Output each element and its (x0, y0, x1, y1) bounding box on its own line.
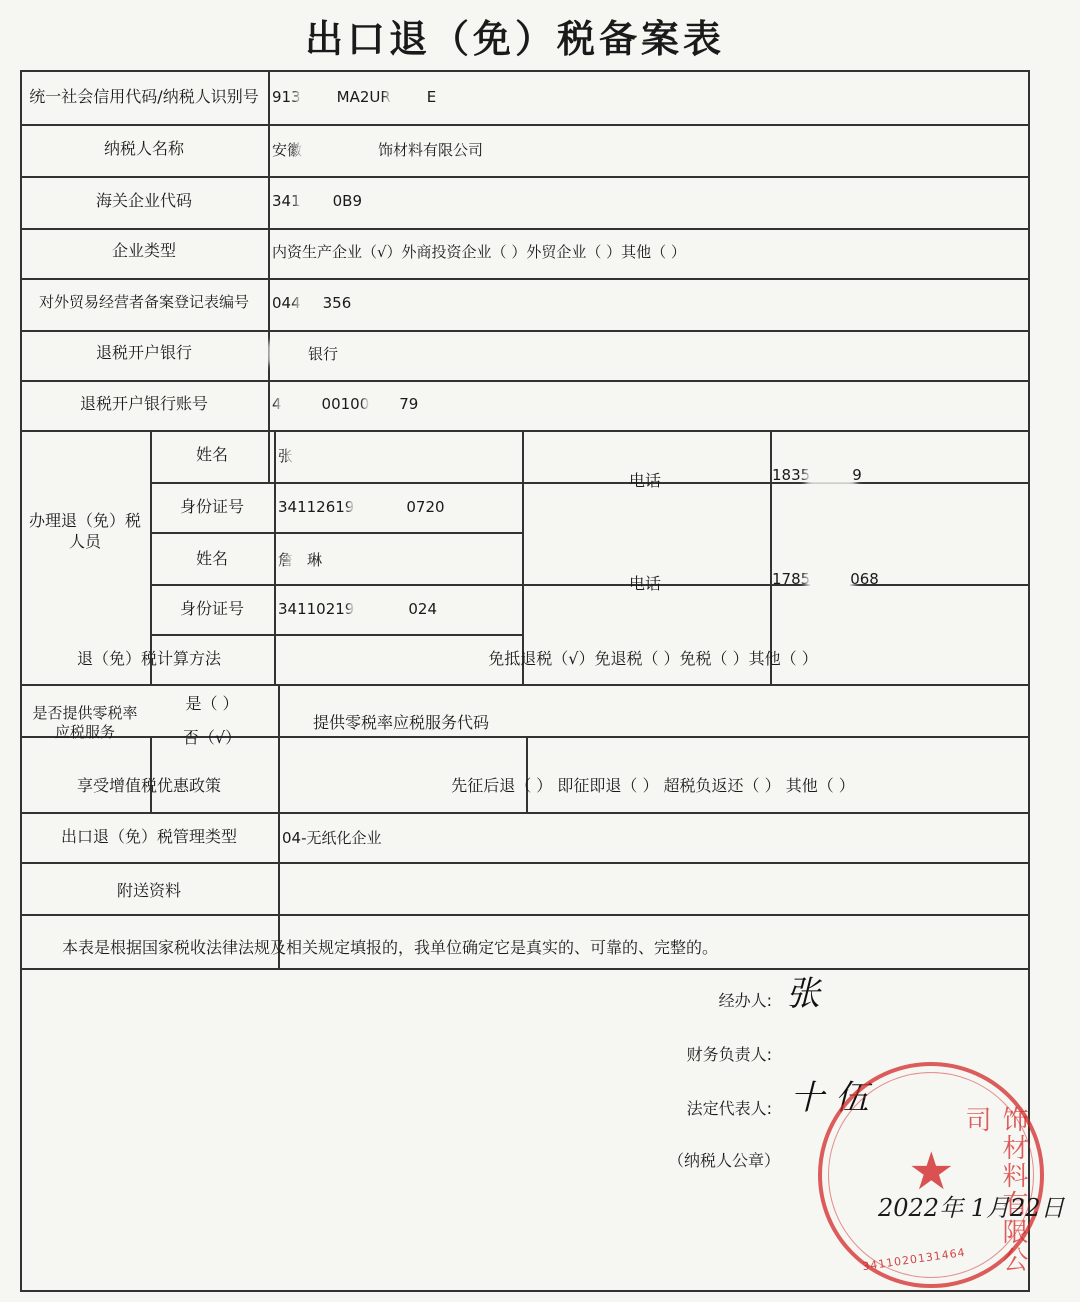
handler-sig-label: 经办人: (718, 991, 772, 1010)
person2-name: 詹 (278, 550, 294, 569)
form-title: 出口退（免）税备案表 (304, 16, 725, 61)
mgmt-type-value: 04-无纸化企业 (282, 828, 382, 847)
seal-label: （纳税人公章） (667, 1151, 780, 1170)
bank-account-tail: 79 (399, 395, 419, 413)
bank-account-value (272, 378, 418, 430)
person1-name-value (278, 430, 323, 480)
person1-id-label: 身份证号 (179, 496, 244, 516)
customs-code-label: 海关企业代码 (95, 190, 192, 210)
zero-rate-code-label: 提供零税率应税服务代码 (312, 712, 489, 732)
finance-sig-label: 财务负责人: (686, 1045, 772, 1064)
person2-id-tail: 024 (408, 600, 437, 618)
calc-method-value: 免抵退税（√）免退税（ ）免税（ ）其他（ ） (488, 648, 818, 668)
seal-text: 饰材料有限公司 (961, 1106, 1028, 1274)
mgmt-type-label: 出口退（免）税管理类型 (60, 826, 237, 846)
declaration-text: 本表是根据国家税收法律法规及相关规定填报的，我单位确定它是真实的、可靠的、完整的。 (62, 938, 719, 957)
person2-id-head: 34110219 (278, 600, 355, 618)
zero-rate-label: 是否提供零税率应税服务 (32, 703, 138, 741)
calc-method-label: 退（免）税计算方法 (76, 648, 221, 668)
registration-no-tail: 356 (322, 294, 352, 312)
attachments-label: 附送资料 (116, 880, 181, 900)
person1-name: 张 (278, 446, 294, 465)
credit-code-mid: MA2UR (336, 88, 391, 106)
bank-label: 退税开户银行 (95, 342, 192, 362)
credit-code-value (272, 72, 436, 122)
zero-rate-no: 否（√） (182, 727, 242, 747)
person2-id-label: 身份证号 (179, 598, 244, 618)
credit-code-label: 统一社会信用代码/纳税人识别号 (29, 86, 259, 106)
taxpayer-name-tail: 饰材料有限公司 (378, 140, 484, 159)
person1-id-tail: 0720 (406, 498, 445, 516)
star-icon: ★ (908, 1142, 955, 1202)
person2-phone-head: 1785 (772, 570, 811, 588)
person2-phone-value (772, 554, 879, 604)
legal-sig-label: 法定代表人: (686, 1099, 772, 1118)
bank-account-label: 退税开户银行账号 (79, 393, 208, 413)
bank-name: 银行 (308, 344, 339, 363)
person2-name-tail: 琳 (307, 550, 323, 569)
taxpayer-name-value (272, 124, 483, 174)
person2-phone-tail: 068 (850, 570, 879, 588)
credit-code-end: E (426, 88, 437, 106)
vat-policy-value: 先征后退（ ） 即征即退（ ） 超税负返还（ ） 其他（ ） (451, 775, 855, 795)
taxpayer-name-head: 安徽 (272, 140, 303, 159)
credit-code-head: 913 (272, 88, 301, 106)
person1-phone-head: 1835 (772, 466, 811, 484)
person1-phone-label: 电话 (628, 470, 661, 490)
person1-id-head: 34112619 (278, 498, 355, 516)
person2-id-value (278, 584, 437, 634)
customs-code-value (272, 176, 362, 226)
person1-phone-tail: 9 (852, 466, 862, 484)
customs-code-head: 341 (272, 192, 301, 210)
person2-phone-label: 电话 (628, 573, 661, 593)
registration-no-value (272, 278, 351, 328)
person2-name-label: 姓名 (195, 548, 228, 568)
registration-no-label: 对外贸易经营者备案登记表编号 (38, 293, 249, 312)
bank-value (272, 328, 338, 378)
vat-policy-label: 享受增值税优惠政策 (76, 775, 221, 795)
sign-date: 2022年 1月22日 (878, 1194, 1065, 1222)
person1-name-label: 姓名 (195, 444, 228, 464)
handler-label: 办理退（免）税人员 (28, 511, 141, 551)
enterprise-type-label: 企业类型 (111, 240, 176, 260)
seal-number: 3411020131464 (861, 1245, 967, 1274)
company-seal (818, 1062, 1044, 1288)
enterprise-type-value: 内资生产企业（√）外商投资企业（ ）外贸企业（ ）其他（ ） (272, 242, 686, 261)
handler-signature: 张 (786, 974, 820, 1014)
taxpayer-name-label: 纳税人名称 (103, 138, 184, 158)
person1-id-value (278, 482, 445, 532)
customs-code-tail: 0B9 (332, 192, 363, 210)
legal-signature: 十 伍 (790, 1078, 869, 1118)
zero-rate-yes: 是（ ） (185, 693, 239, 713)
bank-account-mid: 00100 (321, 395, 370, 413)
bank-account-head: 4 (272, 395, 282, 413)
person2-name-value (278, 534, 322, 584)
registration-no-head: 044 (272, 294, 301, 312)
person1-phone-value (772, 450, 862, 500)
